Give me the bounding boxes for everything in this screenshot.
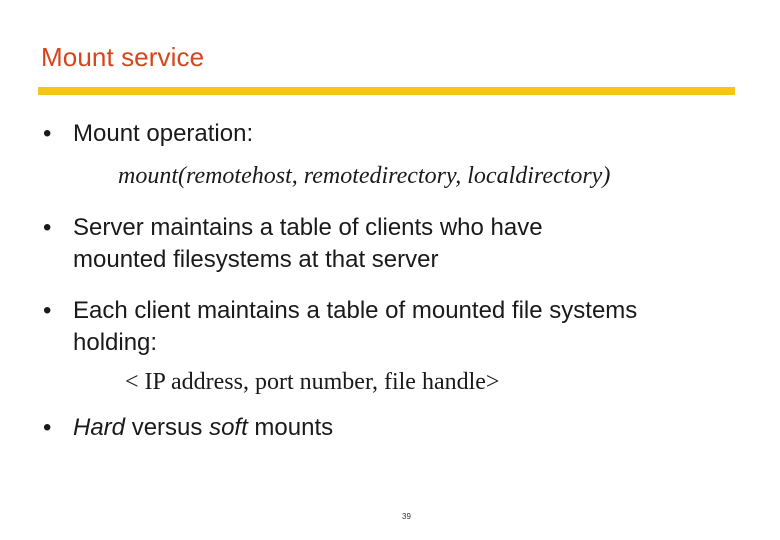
suffix-text: mounts [247,414,334,441]
bullet-marker: • [43,414,52,441]
client-table-fields: < IP address, port number, file handle> [125,369,500,395]
bullet-marker: • [43,214,52,241]
bullet-text: Mount operation: [73,120,254,147]
title-underline-rule [38,87,735,95]
term-hard: Hard [73,414,126,441]
slide-title: Mount service [41,42,205,72]
bullet-text-line-1: Each client maintains a table of mounted file systems [73,297,638,324]
mount-signature: mount(remotehost, remotedirectory, localdirectory) [118,163,611,189]
bullet-text-line-1: Server maintains a table of clients who have [73,214,543,241]
bullet-marker: • [43,297,52,324]
bullet-text [73,412,333,444]
bullet-marker: • [43,120,52,147]
connector-text: versus [125,414,210,441]
term-soft: soft [209,414,248,441]
page-number: 39 [402,512,411,521]
bullet-text-line-2: mounted filesystems at that server [73,246,439,273]
bullet-text-line-2: holding: [73,329,158,356]
